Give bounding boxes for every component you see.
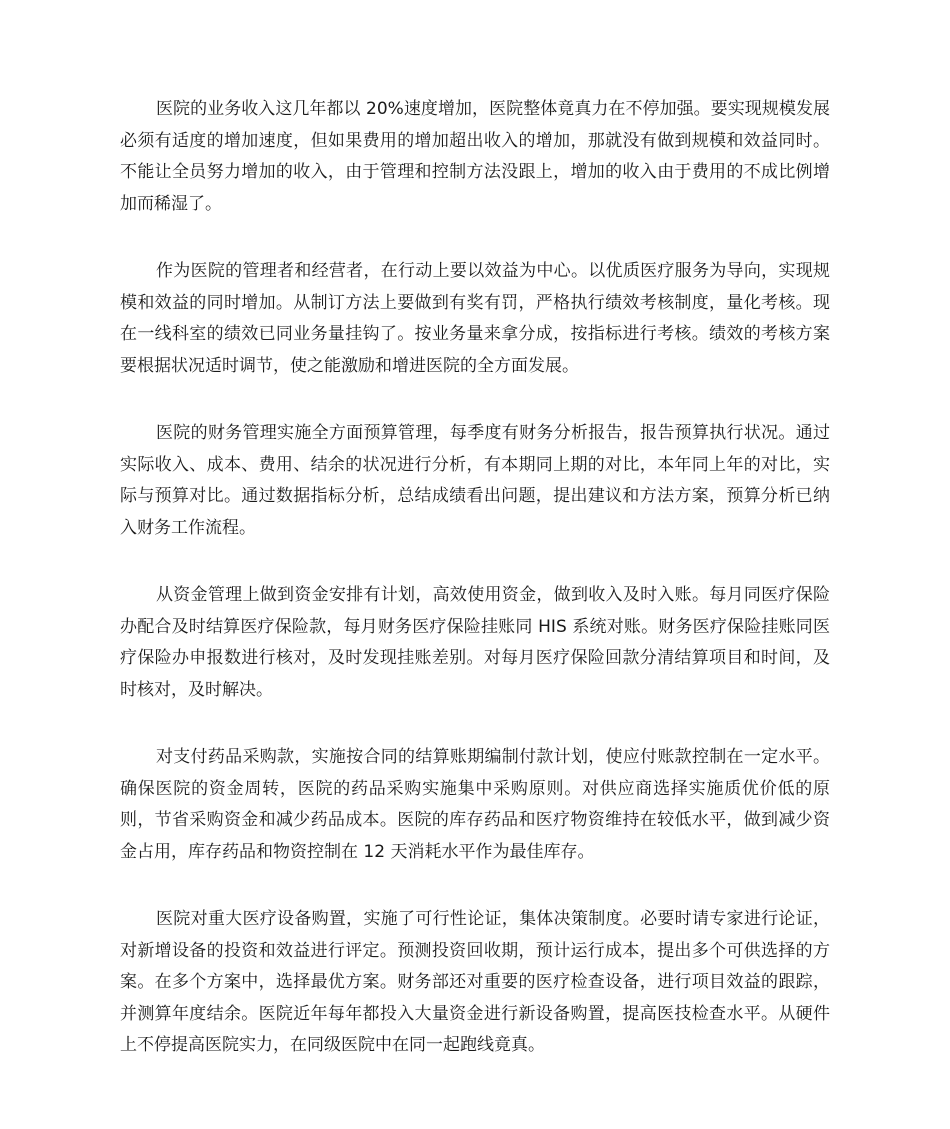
paragraph-drug-procurement: 对支付药品采购款，实施按合同的结算账期编制付款计划，使应付账款控制在一定水平。确保医院的资金周转，医院的药品采购实施集中采购原则。对供应商选择实施质优价低的原则，节省采购资金和减少药品成本。医院的库存药品和医疗物资维持在较低水平，做到减少资金占用，库存药品和物资控制在 12 天消耗水平作为最佳库存。: [120, 747, 830, 862]
paragraph-equipment-purchase: 医院对重大医疗设备购置，实施了可行性论证，集体决策制度。必要时请专家进行论证，对新增设备的投资和效益进行评定。预测投资回收期，预计运行成本，提出多个可供选择的方案。在多个方案中，选择最优方案。财务部还对重要的医疗检查设备，进行项目效益的跟踪，并测算年度结余。医院近年每年都投入大量资金进行新设备购置，提高医技检查水平。从硬件上不停提高医院实力，在同级医院中在同一起跑线竟真。: [120, 909, 830, 1055]
paragraph-performance-management: 作为医院的管理者和经营者，在行动上要以效益为中心。以优质医疗服务为导向，实现规模和效益的同时增加。从制订方法上要做到有奖有罚，严格执行绩效考核制度，量化考核。现在一线科室的绩效已同业务量挂钩了。按业务量来拿分成，按指标进行考核。绩效的考核方案要根据状况适时调节，使之能激励和增进医院的全方面发展。: [120, 261, 830, 376]
paragraph-budget-management: 医院的财务管理实施全方面预算管理，每季度有财务分析报告，报告预算执行状况。通过实际收入、成本、费用、结余的状况进行分析，有本期同上期的对比，本年同上年的对比，实际与预算对比。通过数据指标分析，总结成绩看出问题，提出建议和方法方案，预算分析已纳入财务工作流程。: [120, 423, 830, 538]
paragraph-revenue-growth: 医院的业务收入这几年都以 20%速度增加，医院整体竟真力在不停加强。要实现规模发展必须有适度的增加速度，但如果费用的增加超出收入的增加，那就没有做到规模和效益同时。不能让全员努力增加的收入，由于管理和控制方法没跟上，增加的收入由于费用的不成比例增加而稀湿了。: [120, 99, 830, 214]
paragraph-fund-management: 从资金管理上做到资金安排有计划，高效使用资金，做到收入及时入账。每月同医疗保险办配合及时结算医疗保险款，每月财务医疗保险挂账同 HIS 系统对账。财务医疗保险挂账同医疗保险办申报数进行核对，及时发现挂账差别。对每月医疗保险回款分清结算项目和时间，及时核对，及时解决。: [120, 585, 830, 700]
